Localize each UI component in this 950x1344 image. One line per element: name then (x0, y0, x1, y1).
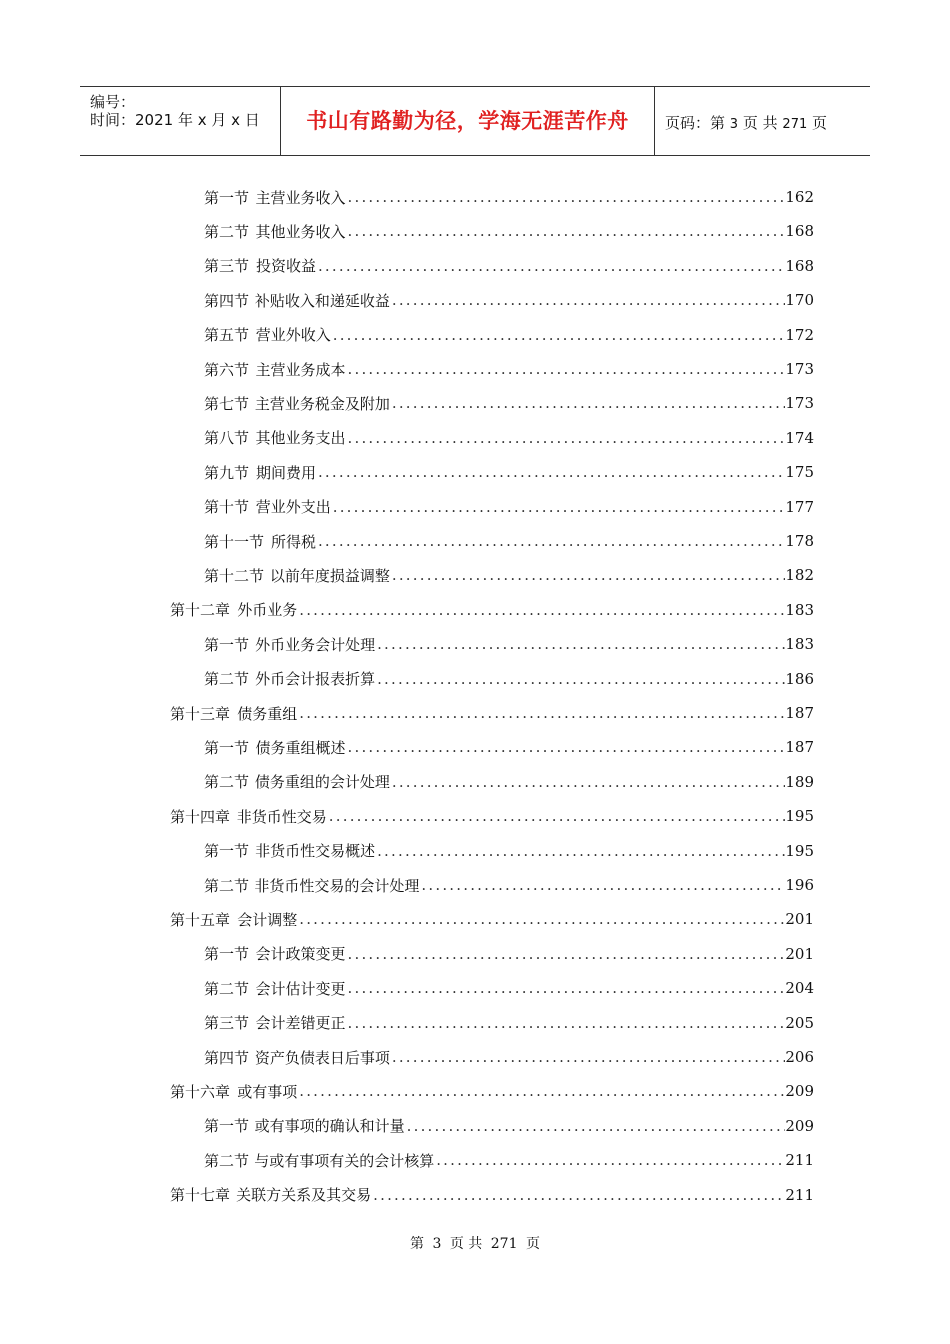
toc-entry-number: 第八节 (204, 429, 250, 448)
toc-section-row[interactable] (204, 1143, 814, 1177)
toc-entry-title: 主营业务税金及附加 (254, 394, 390, 413)
toc-entry-page: 162 (785, 188, 814, 206)
toc-chapter-row[interactable] (170, 1074, 814, 1108)
toc-entry-title: 以前年度损益调整 (269, 566, 390, 585)
toc-entry-title: 其他业务支出 (255, 429, 346, 448)
toc-entry-page: 189 (785, 772, 814, 791)
toc-section-row[interactable] (204, 765, 814, 799)
footer-current: 3 (432, 1236, 442, 1252)
time-label: 时间：2021 年 x 月 x 日 (90, 111, 260, 129)
toc-entry-page: 170 (785, 291, 814, 310)
toc-entry-page: 172 (785, 325, 814, 344)
toc-entry-number: 第二节 (204, 1151, 250, 1170)
toc-entry-number: 第四节 (204, 1048, 250, 1067)
toc-entry-page: 182 (785, 566, 814, 585)
toc-section-row[interactable] (204, 627, 814, 661)
toc-entry-number: 第十一节 (204, 532, 265, 551)
footer-suffix: 页 (525, 1236, 540, 1252)
toc-entry-number: 第十三章 (170, 704, 231, 723)
toc-entry-title: 或有事项 (237, 1082, 298, 1101)
header-page-total: 271 (782, 117, 808, 132)
toc-dot-leader (346, 1014, 786, 1032)
header-page-suffix: 页 (812, 114, 828, 132)
toc-entry-number: 第十七章 (170, 1186, 231, 1205)
toc-entry-title: 补贴收入和递延收益 (254, 291, 390, 310)
toc-section-row[interactable] (204, 318, 814, 352)
toc-entry-page: 187 (785, 738, 814, 757)
toc-dot-leader (346, 738, 786, 756)
toc-section-row[interactable] (204, 283, 814, 317)
toc-chapter-row[interactable] (170, 593, 814, 627)
toc-entry-number: 第二节 (204, 876, 250, 895)
serial-label: 编号： (90, 93, 136, 111)
toc-entry-page: 195 (785, 807, 814, 826)
header-page-middle: 页 共 (742, 114, 778, 132)
toc-entry-title: 主营业务收入 (255, 188, 346, 207)
toc-section-row[interactable] (204, 490, 814, 524)
toc-dot-leader (419, 876, 785, 894)
toc-section-row[interactable] (204, 180, 814, 214)
toc-dot-leader (327, 807, 786, 825)
toc-chapter-row[interactable] (170, 696, 814, 730)
toc-section-row[interactable] (204, 1109, 814, 1143)
toc-entry-number: 第十二节 (204, 566, 265, 585)
toc-entry-title: 债务重组概述 (255, 738, 346, 757)
toc-entry-page: 205 (785, 1013, 814, 1032)
toc-entry-number: 第五节 (204, 326, 250, 345)
toc-entry-number: 第二节 (204, 222, 250, 241)
toc-entry-page: 209 (785, 1082, 814, 1101)
header-page-current: 3 (729, 117, 739, 132)
toc-entry-number: 第七节 (204, 394, 250, 413)
toc-entry-title: 营业外收入 (255, 326, 331, 345)
toc-entry-number: 第十六章 (170, 1082, 231, 1101)
toc-entry-page: 209 (785, 1116, 814, 1135)
header-page-cell (655, 87, 870, 155)
toc-dot-leader (316, 463, 785, 481)
toc-section-row[interactable] (204, 214, 814, 248)
toc-entry-title: 外币会计报表折算 (255, 670, 376, 689)
toc-entry-title: 其他业务收入 (255, 222, 346, 241)
toc-entry-title: 会计政策变更 (255, 945, 346, 964)
toc-entry-number: 第一节 (204, 188, 250, 207)
toc-entry-page: 168 (785, 256, 814, 275)
toc-entry-page: 168 (785, 222, 814, 241)
toc-dot-leader (331, 498, 786, 516)
toc-entry-title: 会计估计变更 (255, 979, 346, 998)
toc-dot-leader (405, 1117, 786, 1135)
toc-entry-number: 第三节 (204, 257, 250, 276)
toc-section-row[interactable] (204, 868, 814, 902)
toc-entry-number: 第二节 (204, 979, 250, 998)
toc-section-row[interactable] (204, 558, 814, 592)
footer-prefix: 第 (410, 1236, 425, 1252)
toc-entry-number: 第一节 (204, 738, 250, 757)
header-page-number (665, 112, 827, 133)
toc-entry-page: 201 (785, 910, 814, 929)
toc-chapter-row[interactable] (170, 1178, 814, 1212)
toc-entry-title: 关联方关系及其交易 (236, 1186, 372, 1205)
toc-entry-number: 第四节 (204, 291, 250, 310)
toc-chapter-row[interactable] (170, 799, 814, 833)
toc-dot-leader (390, 566, 786, 584)
toc-dot-leader (390, 291, 786, 309)
toc-entry-page: 186 (785, 669, 814, 688)
toc-section-row[interactable] (204, 1040, 814, 1074)
toc-dot-leader (331, 326, 786, 344)
toc-entry-page: 177 (785, 497, 814, 516)
page-footer (0, 1233, 950, 1253)
toc-entry-number: 第二节 (204, 773, 250, 792)
toc-dot-leader (346, 979, 786, 997)
toc-dot-leader (297, 910, 785, 928)
toc-entry-number: 第九节 (204, 463, 250, 482)
toc-entry-page: 173 (785, 360, 814, 378)
toc-dot-leader (346, 360, 786, 378)
toc-section-row[interactable] (204, 249, 814, 283)
toc-entry-page: 175 (785, 463, 814, 482)
toc-entry-page: 183 (785, 635, 814, 654)
toc-dot-leader (434, 1151, 785, 1169)
toc-entry-number: 第十四章 (170, 807, 231, 826)
toc-dot-leader (390, 773, 786, 791)
toc-entry-title: 非货币性交易的会计处理 (254, 876, 420, 895)
toc-section-row[interactable] (204, 524, 814, 558)
toc-dot-leader (375, 635, 785, 653)
toc-entry-title: 与或有事项有关的会计核算 (254, 1151, 435, 1170)
toc-entry-title: 资产负债表日后事项 (254, 1048, 390, 1067)
toc-dot-leader (297, 1082, 785, 1100)
toc-section-row[interactable] (204, 421, 814, 455)
toc-entry-title: 非货币性交易概述 (255, 842, 376, 861)
toc-dot-leader (375, 670, 785, 688)
toc-entry-title: 会计差错更正 (255, 1014, 346, 1033)
motto-text: 书山有路勤为径，学海无涯苦作舟 (306, 109, 629, 133)
toc-dot-leader (390, 394, 786, 412)
toc-entry-title: 会计调整 (237, 910, 298, 929)
toc-entry-number: 第十二章 (170, 601, 231, 620)
toc-dot-leader (297, 704, 785, 722)
toc-entry-title: 非货币性交易 (236, 807, 327, 826)
toc-section-row[interactable] (204, 937, 814, 971)
toc-entry-number: 第一节 (204, 842, 250, 861)
toc-dot-leader (390, 1048, 786, 1066)
toc-dot-leader (346, 429, 786, 447)
toc-entry-page: 174 (785, 428, 814, 447)
toc-entry-number: 第一节 (204, 635, 250, 654)
toc-entry-title: 投资收益 (255, 257, 316, 276)
toc-entry-title: 债务重组 (237, 704, 298, 723)
toc-entry-page: 206 (785, 1048, 814, 1066)
toc-entry-number: 第一节 (204, 1117, 250, 1136)
toc-section-row[interactable] (204, 834, 814, 868)
toc-entry-page: 211 (785, 1151, 814, 1170)
toc-dot-leader (316, 532, 785, 550)
toc-entry-title: 债务重组的会计处理 (254, 773, 390, 792)
toc-entry-title: 期间费用 (255, 463, 316, 482)
toc-section-row[interactable] (204, 1006, 814, 1040)
footer-middle: 页 共 (449, 1236, 483, 1252)
toc-section-row[interactable] (204, 730, 814, 764)
toc-section-row[interactable] (204, 662, 814, 696)
toc-entry-number: 第六节 (204, 360, 250, 379)
toc-entry-number: 第十节 (204, 498, 250, 517)
toc-dot-leader (346, 222, 786, 240)
toc-entry-page: 195 (785, 841, 814, 860)
toc-entry-page: 201 (785, 944, 814, 963)
toc-section-row[interactable] (204, 352, 814, 386)
toc-entry-page: 178 (785, 532, 814, 550)
toc-section-row[interactable] (204, 971, 814, 1005)
toc-dot-leader (316, 257, 785, 275)
toc-entry-page: 211 (785, 1185, 814, 1204)
toc-entry-title: 主营业务成本 (255, 360, 346, 379)
header-page-prefix: 页码：第 (665, 114, 726, 132)
toc-entry-page: 187 (785, 704, 814, 722)
toc-dot-leader (371, 1186, 785, 1204)
toc-entry-number: 第三节 (204, 1014, 250, 1033)
toc-entry-title: 营业外支出 (255, 498, 331, 517)
toc-section-row[interactable] (204, 386, 814, 420)
toc-dot-leader (346, 188, 786, 206)
toc-entry-title: 外币业务会计处理 (255, 635, 376, 654)
toc-entry-title: 或有事项的确认和计量 (254, 1117, 405, 1136)
toc-entry-title: 外币业务 (237, 601, 298, 620)
footer-total: 271 (490, 1236, 518, 1252)
toc-entry-number: 第二节 (204, 670, 250, 689)
toc-dot-leader (375, 842, 785, 860)
toc-dot-leader (297, 601, 785, 619)
toc-dot-leader (346, 945, 786, 963)
toc-chapter-row[interactable] (170, 902, 814, 936)
toc-entry-page: 204 (785, 979, 814, 998)
toc-entry-number: 第一节 (204, 945, 250, 964)
toc-entry-page: 183 (785, 600, 814, 619)
toc-section-row[interactable] (204, 455, 814, 489)
toc-entry-title: 所得税 (270, 532, 316, 551)
header-motto-cell (281, 87, 655, 155)
toc-entry-page: 196 (785, 876, 814, 894)
document-header (80, 86, 870, 156)
toc-entry-number: 第十五章 (170, 910, 231, 929)
header-meta-cell (80, 87, 281, 155)
toc-entry-page: 173 (785, 394, 814, 413)
